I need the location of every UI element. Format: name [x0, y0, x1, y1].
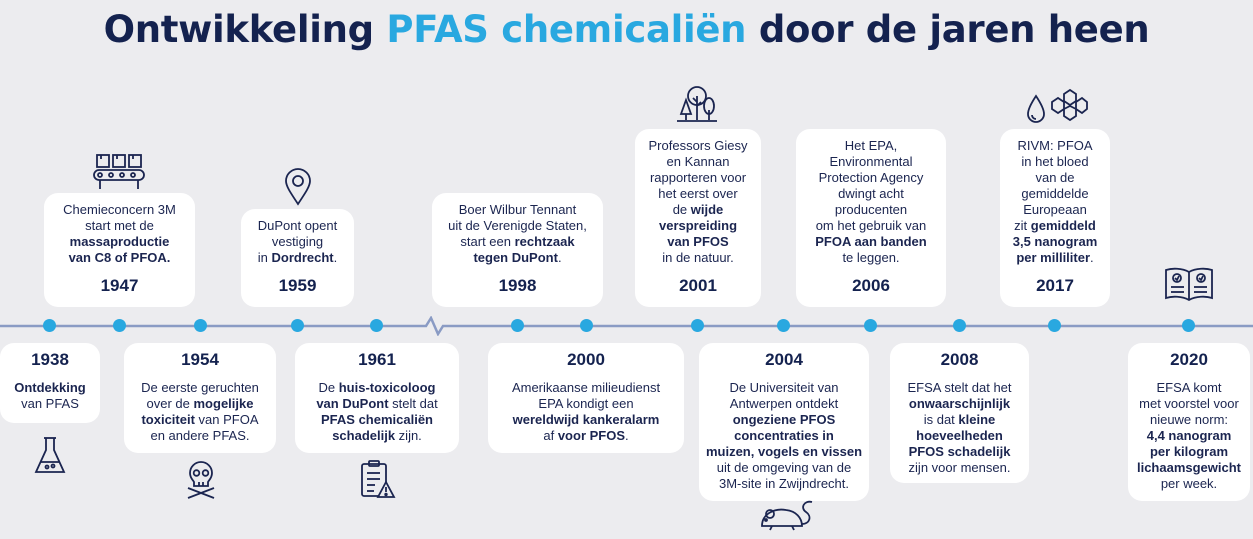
flask-icon	[34, 436, 66, 476]
event-year: 1938	[31, 350, 69, 369]
event-year: 2000	[567, 350, 605, 369]
event-card-1959: DuPont opent vestiging in Dordrecht. 1959	[241, 209, 354, 307]
timeline-dot-1947	[113, 319, 126, 332]
event-card-2000: 2000 Amerikaanse milieudienst EPA kondigt een wereldwijd kankeralarm af voor PFOS.	[488, 343, 684, 453]
timeline-dot-2020	[1182, 319, 1195, 332]
timeline-dot-2008	[953, 319, 966, 332]
event-card-2020: 2020 EFSA komt met voorstel voor nieuwe norm: 4,4 nanogram per kilogram lichaamsgewicht per week.	[1128, 343, 1250, 501]
event-card-2001: Professors Giesy en Kannan rapporteren voor het eerst over de wijde verspreiding van PFOS in de natuur. 2001	[635, 129, 761, 307]
event-card-1961: 1961 De huis-toxicoloog van DuPont stelt dat PFAS chemicaliën schadelijk zijn.	[295, 343, 459, 453]
location-pin-icon	[284, 168, 312, 206]
skull-crossbones-icon	[184, 460, 218, 500]
event-card-2008: 2008 EFSA stelt dat het onwaarschijnlijk is dat kleine hoeveelheden PFOS schadelijk zijn voor mensen.	[890, 343, 1029, 483]
timeline-dot-1961	[370, 319, 383, 332]
timeline-dot-1938	[43, 319, 56, 332]
event-card-1938: 1938 Ontdekking van PFAS	[0, 343, 100, 423]
report-warning-icon	[360, 460, 396, 500]
event-year: 2001	[679, 276, 717, 295]
event-year: 1998	[498, 276, 537, 295]
timeline-dot-1959	[291, 319, 304, 332]
timeline-axis	[0, 316, 1253, 336]
conveyor-icon	[92, 152, 146, 192]
timeline-dot-2006	[864, 319, 877, 332]
timeline-dot-2017	[1048, 319, 1061, 332]
trees-icon	[676, 84, 718, 124]
timeline-dot-2000	[580, 319, 593, 332]
event-year: 1954	[181, 350, 219, 369]
timeline-dot-2001	[691, 319, 704, 332]
event-card-1947: Chemieconcern 3M start met de massaproductie van C8 of PFOA. 1947	[44, 193, 195, 307]
timeline-dot-1998	[511, 319, 524, 332]
event-card-1998: Boer Wilbur Tennant uit de Verenigde Staten, start een rechtzaak tegen DuPont. 1998	[432, 193, 603, 307]
mouse-icon	[756, 496, 818, 532]
book-icon	[1162, 266, 1216, 304]
event-card-1954: 1954 De eerste geruchten over de mogelijke toxiciteit van PFOA en andere PFAS.	[124, 343, 276, 453]
event-year: 2008	[940, 350, 979, 369]
event-card-2004: 2004 De Universiteit van Antwerpen ontdekt ongeziene PFOS concentraties in muizen, vogels en vissen uit de omgeving van de 3M-site in Zwijndrecht.	[699, 343, 869, 501]
event-year: 2006	[852, 276, 890, 295]
event-year: 2004	[765, 350, 803, 369]
event-year: 1959	[278, 276, 317, 295]
event-year: 2020	[1170, 350, 1208, 369]
timeline-dot-2004	[777, 319, 790, 332]
event-year: 1947	[100, 276, 139, 295]
event-card-2006: Het EPA, Environmental Protection Agency dwingt acht producenten om het gebruik van PFOA aan banden te leggen. 2006	[796, 129, 946, 307]
timeline-dot-1954	[194, 319, 207, 332]
event-year: 2017	[1036, 276, 1074, 295]
event-card-2017: RIVM: PFOA in het bloed van de gemiddelde Europeaan zit gemiddeld 3,5 nanogram per milliliter. 2017	[1000, 129, 1110, 307]
event-year: 1961	[358, 350, 396, 369]
molecule-drop-icon	[1026, 88, 1088, 128]
page-title: Ontwikkeling PFAS chemicaliën door de jaren heen	[103, 8, 1150, 51]
